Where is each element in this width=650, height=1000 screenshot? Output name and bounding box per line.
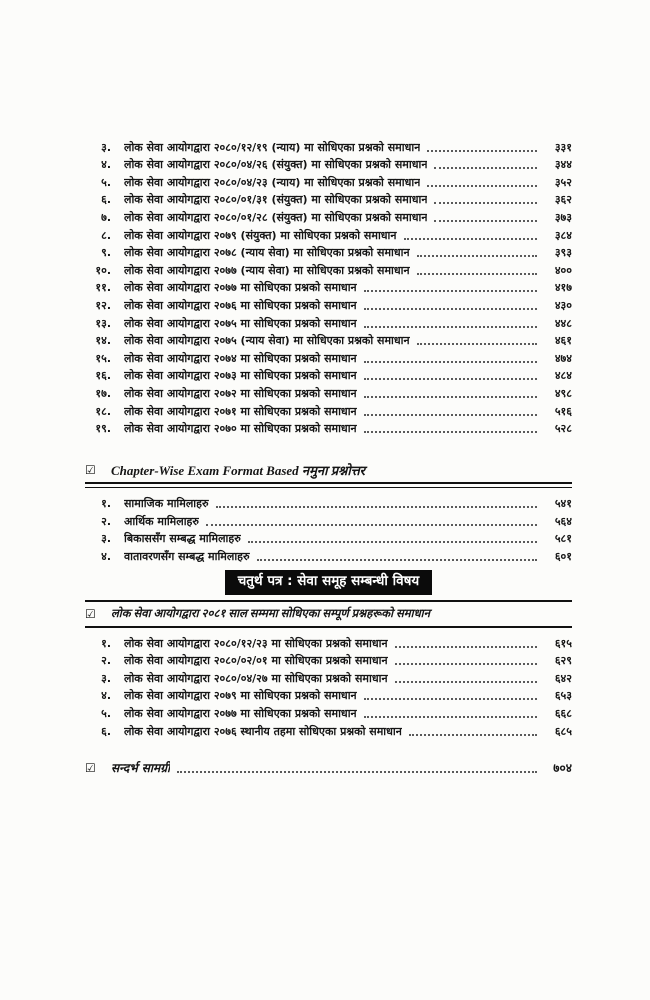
dot-leader: [206, 524, 537, 526]
toc-serial-number: ४.: [101, 689, 111, 703]
toc-page-number: ४००: [554, 263, 572, 277]
dot-leader: [364, 378, 537, 380]
toc-entry-title: आर्थिक मामिलाहरु: [124, 514, 199, 528]
toc-page-number: ४१७: [554, 281, 572, 295]
toc-entry-title: लोक सेवा आयोगद्वारा २०७७ मा सोधिएका प्रश्नको समाधान: [124, 281, 357, 295]
toc-row: [85, 703, 572, 721]
toc-row: [85, 278, 572, 296]
toc-row: [85, 419, 572, 437]
toc-entry-title: लोक सेवा आयोगद्वारा २०७३ मा सोधिएका प्रश्नको समाधान: [124, 369, 357, 383]
toc-row: [85, 721, 572, 739]
toc-row: [85, 137, 572, 155]
toc-row: [85, 172, 572, 190]
toc-row: [85, 668, 572, 686]
toc-serial-number: ३.: [101, 140, 111, 154]
toc-serial-number: ७.: [101, 210, 111, 224]
toc-serial-number: १७.: [95, 386, 111, 400]
dot-leader: [434, 202, 537, 204]
rule-divider: [85, 600, 572, 602]
toc-list-paper4: [85, 633, 572, 739]
dot-leader: [216, 506, 537, 508]
paper4-section-header: [85, 606, 572, 623]
toc-row: [85, 295, 572, 313]
dot-leader: [395, 681, 537, 683]
dot-leader: [364, 361, 537, 363]
dot-leader: [427, 185, 537, 187]
toc-row: [85, 243, 572, 261]
toc-serial-number: १८.: [95, 404, 111, 418]
toc-entry-title: लोक सेवा आयोगद्वारा २०७९ (संयुक्त) मा सोधिएका प्रश्नको समाधान: [124, 228, 397, 242]
toc-entry-title: लोक सेवा आयोगद्वारा २०८०/०४/२३ (न्याय) मा सोधिएका प्रश्नको समाधान: [124, 175, 421, 189]
toc-page-number: ४९८: [554, 386, 572, 400]
toc-page-number: ४३०: [554, 298, 572, 312]
chapterwise-heading: Chapter-Wise Exam Format Based नमुना प्रश्नोत्तर: [111, 463, 366, 479]
toc-serial-number: ५.: [101, 706, 111, 720]
dot-leader: [417, 273, 537, 275]
toc-entry-title: लोक सेवा आयोगद्वारा २०८०/१२/२३ मा सोधिएका प्रश्नको समाधान: [124, 636, 388, 650]
toc-list-chapterwise: [85, 494, 572, 564]
toc-entry-title: लोक सेवा आयोगद्वारा २०७५ मा सोधिएका प्रश्नको समाधान: [124, 316, 357, 330]
toc-entry-title: बिकाससँग सम्बद्ध मामिलाहरु: [124, 532, 241, 546]
toc-row: [85, 651, 572, 669]
toc-list-solved-questions: [85, 137, 572, 436]
toc-row: [85, 686, 572, 704]
toc-page-number: ३३१: [554, 140, 572, 154]
dot-leader: [427, 150, 537, 152]
toc-page-number: ७०४: [553, 760, 572, 775]
dot-leader: [177, 771, 537, 773]
toc-entry-title: लोक सेवा आयोगद्वारा २०७१ मा सोधिएका प्रश्नको समाधान: [124, 404, 357, 418]
toc-serial-number: ११.: [95, 281, 111, 295]
toc-entry-title: लोक सेवा आयोगद्वारा २०८०/०२/०१ मा सोधिएका प्रश्नको समाधान: [124, 654, 388, 668]
dot-leader: [395, 646, 537, 648]
dot-leader: [395, 663, 537, 665]
toc-page-number: ३९३: [554, 246, 572, 260]
dot-leader: [434, 167, 537, 169]
toc-entry-title: सामाजिक मामिलाहरु: [124, 497, 209, 511]
checked-checkbox-icon: ☑: [85, 606, 96, 621]
toc-page-number: ३७३: [554, 210, 572, 224]
toc-row: [85, 366, 572, 384]
toc-page-number: ६४२: [554, 671, 572, 685]
toc-serial-number: १६.: [95, 369, 111, 383]
toc-page-number: ४७४: [554, 351, 572, 365]
toc-row: [85, 348, 572, 366]
toc-row: [85, 260, 572, 278]
toc-serial-number: १.: [101, 636, 111, 650]
dot-leader: [364, 716, 537, 718]
toc-serial-number: १४.: [95, 334, 111, 348]
toc-page-number: ६१५: [554, 636, 572, 650]
toc-page-number: ३४४: [554, 158, 572, 172]
toc-row: [85, 511, 572, 529]
reference-material-row: [85, 760, 572, 776]
toc-page-number: ६८५: [554, 724, 572, 738]
toc-serial-number: १५.: [95, 351, 111, 365]
dot-leader: [364, 431, 537, 433]
toc-page-number: ४६१: [554, 334, 572, 348]
toc-page-number: ५६४: [554, 514, 572, 528]
checked-checkbox-icon: ☑: [85, 463, 96, 478]
dot-leader: [364, 414, 537, 416]
toc-entry-title: लोक सेवा आयोगद्वारा २०७४ मा सोधिएका प्रश्नको समाधान: [124, 351, 357, 365]
toc-row: [85, 207, 572, 225]
toc-serial-number: १२.: [95, 298, 111, 312]
dot-leader: [417, 255, 537, 257]
toc-row: [85, 529, 572, 547]
toc-page-number: ५४१: [554, 497, 572, 511]
toc-entry-title: लोक सेवा आयोगद्वारा २०७० मा सोधिएका प्रश्नको समाधान: [124, 422, 357, 436]
double-rule-divider: [85, 482, 572, 488]
toc-serial-number: ४.: [101, 549, 111, 563]
toc-page-number: ४८४: [554, 369, 572, 383]
toc-page-number: ६५३: [554, 689, 572, 703]
dot-leader: [257, 559, 537, 561]
toc-entry-title: लोक सेवा आयोगद्वारा २०७६ मा सोधिएका प्रश्नको समाधान: [124, 298, 357, 312]
dot-leader: [404, 238, 537, 240]
toc-page-number: ४४८: [554, 316, 572, 330]
toc-serial-number: १९.: [95, 422, 111, 436]
toc-entry-title: लोक सेवा आयोगद्वारा २०७५ (न्याय सेवा) मा सोधिएका प्रश्नको समाधान: [124, 334, 410, 348]
dot-leader: [434, 220, 537, 222]
toc-serial-number: ६.: [101, 724, 111, 738]
toc-page-number: ५८१: [554, 532, 572, 546]
paper4-banner: चतुर्थ पत्र : सेवा समूह सम्बन्धी विषय: [225, 570, 433, 595]
toc-page-number: ३८४: [554, 228, 572, 242]
toc-entry-title: लोक सेवा आयोगद्वारा २०८०/१२/१९ (न्याय) मा सोधिएका प्रश्नको समाधान: [124, 140, 421, 154]
toc-row: [85, 331, 572, 349]
toc-page-number: ५१६: [554, 404, 572, 418]
toc-row: [85, 383, 572, 401]
toc-serial-number: ४.: [101, 158, 111, 172]
toc-entry-title: लोक सेवा आयोगद्वारा २०८०/०१/३१ (संयुक्त) मा सोधिएका प्रश्नको समाधान: [124, 193, 428, 207]
toc-content: [85, 137, 572, 776]
dot-leader: [248, 541, 537, 543]
toc-entry-title: लोक सेवा आयोगद्वारा २०७७ (न्याय सेवा) मा सोधिएका प्रश्नको समाधान: [124, 263, 410, 277]
toc-row: [85, 633, 572, 651]
toc-page-number: ६०१: [554, 549, 572, 563]
toc-entry-title: लोक सेवा आयोगद्वारा २०८०/०४/२७ मा सोधिएका प्रश्नको समाधान: [124, 671, 388, 685]
toc-entry-title: लोक सेवा आयोगद्वारा २०८०/०४/२६ (संयुक्त) मा सोधिएका प्रश्नको समाधान: [124, 158, 428, 172]
toc-serial-number: १.: [101, 497, 111, 511]
toc-serial-number: १३.: [95, 316, 111, 330]
toc-page-number: ६२९: [554, 654, 572, 668]
toc-entry-title: वातावरणसँग सम्बद्ध मामिलाहरु: [124, 549, 250, 563]
dot-leader: [364, 698, 537, 700]
toc-row: [85, 546, 572, 564]
toc-row: [85, 190, 572, 208]
dot-leader: [364, 396, 537, 398]
checked-checkbox-icon: ☑: [85, 760, 96, 775]
dot-leader: [409, 734, 537, 736]
reference-title: सन्दर्भ सामग्री: [111, 760, 171, 775]
dot-leader: [364, 308, 537, 310]
toc-entry-title: लोक सेवा आयोगद्वारा २०७२ मा सोधिएका प्रश्नको समाधान: [124, 386, 357, 400]
toc-row: [85, 401, 572, 419]
toc-serial-number: २.: [101, 654, 111, 668]
toc-entry-title: लोक सेवा आयोगद्वारा २०७८ (न्याय सेवा) मा सोधिएका प्रश्नको समाधान: [124, 246, 410, 260]
toc-page-number: ३६२: [554, 193, 572, 207]
toc-row: [85, 494, 572, 512]
toc-serial-number: २.: [101, 514, 111, 528]
toc-serial-number: ३.: [101, 671, 111, 685]
toc-serial-number: ३.: [101, 532, 111, 546]
toc-serial-number: ६.: [101, 193, 111, 207]
toc-serial-number: ५.: [101, 175, 111, 189]
toc-entry-title: लोक सेवा आयोगद्वारा २०७७ मा सोधिएका प्रश्नको समाधान: [124, 706, 357, 720]
toc-row: [85, 155, 572, 173]
paper4-section-heading: लोक सेवा आयोगद्वारा २०८१ साल सम्ममा सोधिएका सम्पूर्ण प्रश्नहरूको समाधान: [111, 607, 431, 620]
toc-row: [85, 313, 572, 331]
toc-page-number: ३५२: [554, 175, 572, 189]
toc-row: [85, 225, 572, 243]
paper4-banner-wrap: [85, 570, 572, 595]
toc-serial-number: ८.: [101, 228, 111, 242]
toc-serial-number: ९.: [101, 246, 111, 260]
toc-page-number: ५२८: [554, 422, 572, 436]
toc-entry-title: लोक सेवा आयोगद्वारा २०७९ मा सोधिएका प्रश्नको समाधान: [124, 689, 357, 703]
rule-divider: [85, 626, 572, 628]
toc-page-number: ६६८: [554, 706, 572, 720]
dot-leader: [364, 326, 537, 328]
toc-serial-number: १०.: [95, 263, 111, 277]
toc-entry-title: लोक सेवा आयोगद्वारा २०८०/०१/२८ (संयुक्त) मा सोधिएका प्रश्नको समाधान: [124, 210, 428, 224]
dot-leader: [364, 290, 537, 292]
dot-leader: [417, 343, 537, 345]
toc-entry-title: लोक सेवा आयोगद्वारा २०७६ स्थानीय तहमा सोधिएका प्रश्नको समाधान: [124, 724, 402, 738]
chapterwise-section-header: [85, 462, 572, 479]
